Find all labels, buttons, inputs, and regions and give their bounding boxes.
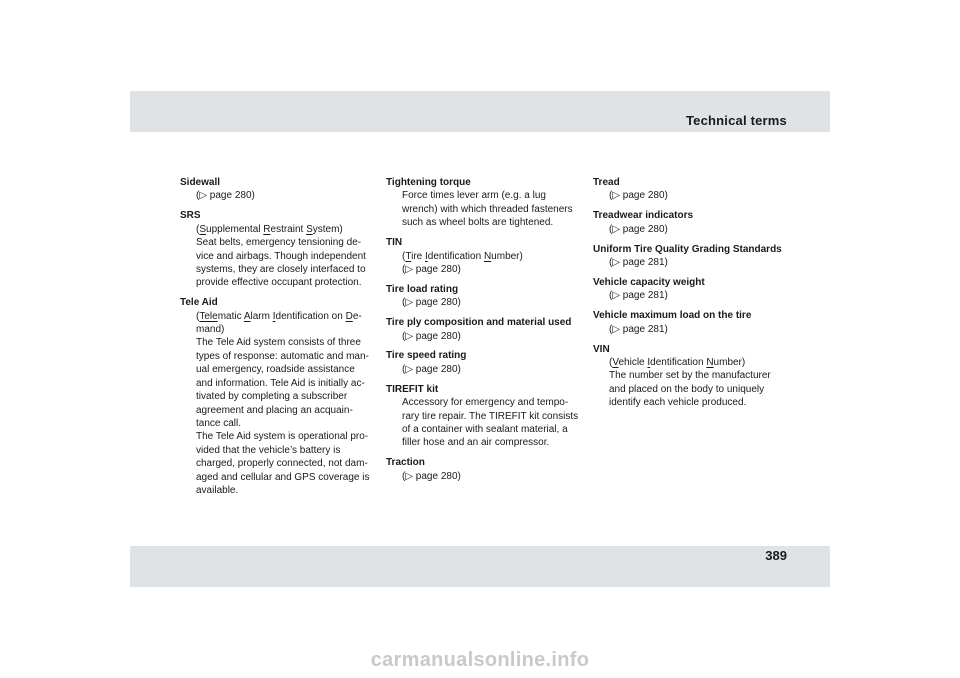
definition-line: identify each vehicle produced. (609, 397, 747, 409)
definition-line: aged and cellular and GPS coverage is (196, 471, 370, 483)
definition-line: charged, properly connected, not dam- (196, 458, 368, 470)
glossary-term: Vehicle capacity weight (593, 276, 705, 288)
definition-line: (Telematic Alarm Identification on De- (196, 310, 362, 322)
definition-line: The number set by the manufacturer (609, 370, 771, 382)
definition-line: agreement and placing an acquain- (196, 404, 353, 416)
glossary-entry (386, 316, 586, 343)
glossary-column-1 (180, 176, 380, 504)
glossary-entry (593, 176, 798, 203)
glossary-definition (609, 323, 798, 336)
definition-line: mand) (196, 324, 225, 336)
section-title: Technical terms (685, 113, 787, 128)
definition-line: (▷ page 280) (402, 470, 461, 482)
glossary-entry (180, 176, 380, 203)
footer-band (130, 546, 830, 587)
glossary-definition (402, 396, 586, 450)
glossary-entry (593, 243, 798, 270)
glossary-term: TIN (386, 237, 403, 249)
definition-line: (▷ page 280) (402, 330, 461, 342)
glossary-entry (386, 349, 586, 376)
glossary-entry (180, 209, 380, 289)
glossary-definition (402, 250, 586, 277)
glossary-definition (196, 189, 380, 202)
definition-line: available. (196, 484, 239, 496)
watermark: carmanualsonline.info (370, 649, 590, 671)
glossary-term: Tire speed rating (386, 350, 467, 362)
definition-line: (Supplemental Restraint System) (196, 223, 343, 235)
glossary-definition (196, 310, 380, 498)
glossary-entry (593, 209, 798, 236)
glossary-term: Tread (593, 177, 620, 188)
glossary-definition (196, 223, 380, 290)
glossary-definition (609, 256, 798, 269)
definition-line: (▷ page 280) (609, 223, 668, 235)
definition-line: types of response: automatic and man- (196, 350, 369, 362)
glossary-column-3 (593, 176, 798, 416)
glossary-definition (402, 330, 586, 343)
glossary-definition (402, 363, 586, 376)
glossary-definition (609, 189, 798, 202)
glossary-entry (386, 383, 586, 450)
definition-line: (▷ page 280) (402, 363, 461, 375)
definition-line: Accessory for emergency and tempo- (402, 397, 569, 409)
glossary-definition (609, 356, 798, 410)
definition-line: and information. Tele Aid is initially ac- (196, 377, 365, 389)
definition-line: The Tele Aid system consists of three (196, 337, 361, 349)
glossary-term: Uniform Tire Quality Grading Standards (593, 243, 782, 255)
definition-line: (Tire Identification Number) (402, 250, 523, 262)
glossary-definition (402, 296, 586, 309)
glossary-entry (386, 236, 586, 276)
definition-line: ual emergency, roadside assistance (196, 364, 355, 376)
definition-line: vice and airbags. Though independent (196, 250, 366, 262)
glossary-entry (386, 283, 586, 310)
header-band (130, 91, 830, 132)
glossary-entry (593, 276, 798, 303)
glossary-entry (180, 296, 380, 497)
glossary-term: TIREFIT kit (386, 383, 439, 395)
glossary-definition (609, 289, 798, 302)
definition-line: (▷ page 280) (609, 190, 668, 202)
definition-line: (Vehicle Identification Number) (609, 356, 746, 368)
definition-line: such as wheel bolts are tightened. (402, 217, 554, 229)
glossary-term: Tele Aid (180, 297, 218, 309)
glossary-term: Tire ply composition and material used (386, 317, 572, 329)
definition-line: The Tele Aid system is operational pro- (196, 431, 369, 443)
definition-line: filler hose and an air compressor. (402, 437, 550, 449)
definition-line: Force times lever arm (e.g. a lug (402, 190, 546, 202)
definition-line: tance call. (196, 417, 242, 429)
page-number: 389 (765, 548, 787, 563)
definition-line: (▷ page 281) (609, 257, 668, 269)
glossary-entry (593, 343, 798, 410)
definition-line: rary tire repair. The TIREFIT kit consists (402, 410, 579, 422)
glossary-definition (402, 189, 586, 229)
glossary-term: VIN (593, 343, 610, 355)
definition-line: (▷ page 280) (402, 297, 461, 309)
glossary-term: Sidewall (180, 177, 221, 188)
glossary-term: Traction (386, 457, 425, 469)
definition-line: of a container with sealant material, a (402, 424, 568, 435)
definition-line: wrench) with which threaded fasteners (402, 203, 573, 215)
glossary-entry (593, 309, 798, 336)
definition-line: (▷ page 281) (609, 290, 668, 302)
glossary-term: Vehicle maximum load on the tire (593, 310, 752, 322)
glossary-definition (402, 470, 586, 483)
glossary-term: Treadwear indicators (593, 210, 694, 222)
glossary-column-2 (386, 176, 586, 490)
glossary-entry (386, 176, 586, 230)
definition-line: Seat belts, emergency tensioning de- (196, 237, 362, 249)
definition-line: (▷ page 281) (609, 323, 668, 335)
definition-line: tivated by completing a subscriber (196, 391, 348, 403)
glossary-term: SRS (180, 210, 201, 222)
definition-line: vided that the vehicle’s battery is (196, 444, 341, 456)
glossary-term: Tightening torque (386, 177, 471, 188)
glossary-entry (386, 456, 586, 483)
definition-line: (▷ page 280) (402, 263, 461, 275)
glossary-definition (609, 223, 798, 236)
definition-line: provide effective occupant protection. (196, 277, 362, 289)
definition-line: systems, they are closely interfaced to (196, 263, 366, 275)
definition-line: (▷ page 280) (196, 190, 255, 202)
definition-line: and placed on the body to uniquely (609, 383, 765, 395)
glossary-term: Tire load rating (386, 283, 459, 295)
